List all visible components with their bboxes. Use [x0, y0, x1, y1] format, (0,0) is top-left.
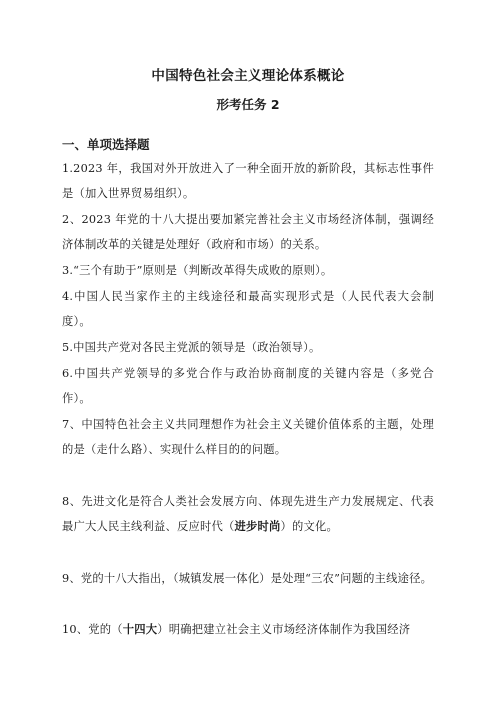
- question-10: [62, 617, 434, 642]
- question-3: 3.“三个有助于”原则是（判断改革得失成败的原则）。: [62, 264, 333, 277]
- question-7: 7、中国特色社会主义共同理想作为社会主义关键价值体系的主题，处理的是（走什么路）、实现什么样目的的问题。: [62, 418, 434, 456]
- question-2: 2、2023 年党的十八大提出要加紧完善社会主义市场经济体制，强调经济体制改革的关键是处理好（政府和市场）的关系。: [62, 213, 434, 251]
- question-8-text-after: ）的文化。: [280, 520, 338, 533]
- question-10-text-before: 10、党的（: [62, 623, 123, 636]
- question-10-text-after: ）明确把建立社会主义市场经济体制作为我国经济: [157, 623, 411, 636]
- question-8-answer: 进步时尚: [234, 520, 281, 533]
- section-heading: 一、单项选择题: [62, 137, 150, 152]
- document-subtitle: 形考任务 2: [216, 97, 280, 112]
- question-8: [62, 489, 434, 539]
- question-6: 6.中国共产党领导的多党合作与政治协商制度的关键内容是（多党合作）。: [62, 367, 434, 405]
- document-title: 中国特色社会主义理论体系概论: [151, 68, 345, 84]
- question-5: 5.中国共产党对各民主党派的领导是（政治领导）。: [62, 341, 321, 354]
- question-1: 1.2023 年，我国对外开放进入了一种全面开放的新阶段，其标志性事件是（加入世界贸易组织）。: [62, 162, 434, 200]
- question-9: 9、党的十八大指出，（城镇发展一体化）是处理“三农”问题的主线途径。: [62, 572, 433, 585]
- question-4: 4.中国人民当家作主的主线途径和最高实现形式是（人民代表大会制度）。: [62, 290, 434, 328]
- question-8-text-before: 8、先进文化是符合人类社会发展方向、体现先进生产力发展规定、代表最广大人民主线利益、反应时代（: [62, 495, 434, 533]
- question-10-answer: 十四大: [122, 623, 158, 636]
